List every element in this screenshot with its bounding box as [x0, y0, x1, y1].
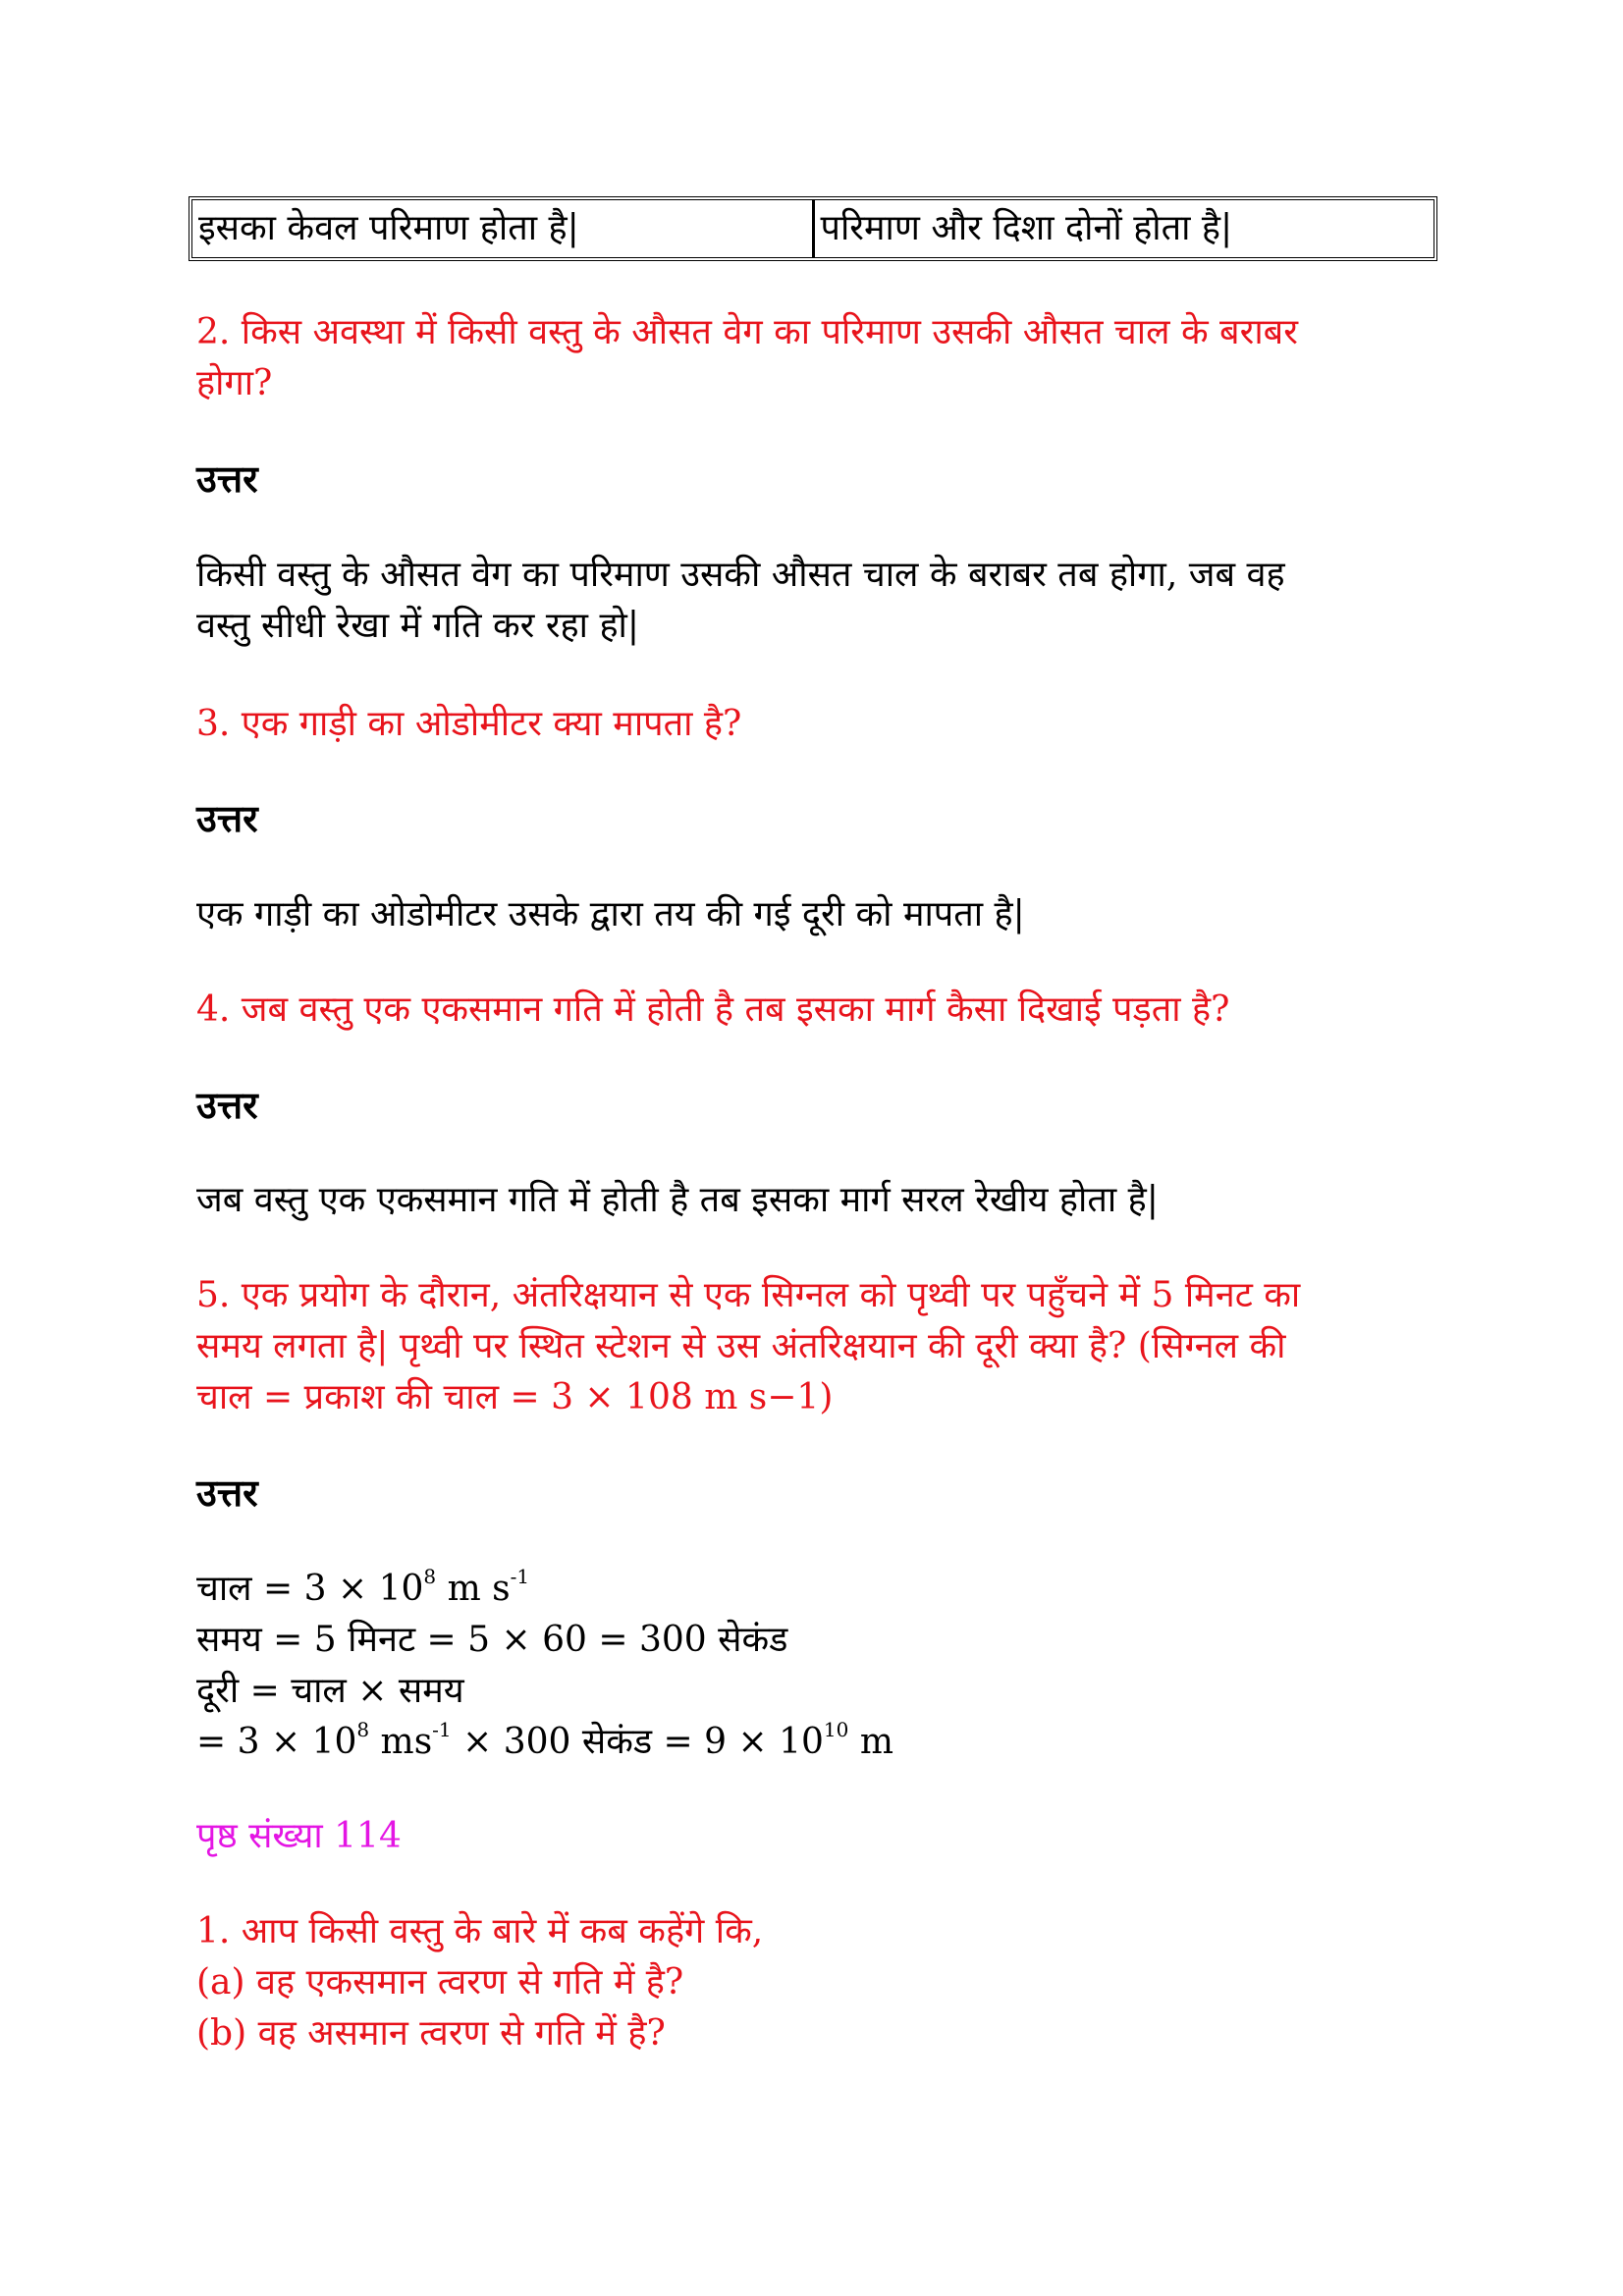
answer-5-time: समय = 5 मिनट = 5 × 60 = 300 सेकंड: [196, 1620, 788, 1660]
question-6-part-b: (b) वह असमान त्वरण से गति में है?: [196, 2013, 666, 2054]
answer-2: [196, 550, 1453, 652]
question-5-line-1: 5. एक प्रयोग के दौरान, अंतरिक्षयान से एक सिग्नल को पृथ्वी पर पहुँचने में 5 मिनट का: [196, 1275, 1301, 1315]
question-2: [196, 307, 1453, 409]
answer-5-distance-formula: दूरी = चाल × समय: [196, 1671, 464, 1711]
answer-heading-3: उत्तर: [196, 796, 258, 840]
question-6: [196, 1906, 1453, 2059]
answer-heading-2: उत्तर: [196, 456, 258, 501]
question-5-line-2: समय लगता है| पृथ्वी पर स्थित स्टेशन से उस अंतरिक्षयान की दूरी क्या है? (सिग्नल की: [196, 1326, 1286, 1366]
answer-2-line-2: वस्तु सीधी रेखा में गति कर रहा हो|: [196, 606, 640, 646]
table-cell-left: इसका केवल परिमाण होता है|: [198, 208, 579, 248]
table-cell-right: परिमाण और दिशा दोनों होता है|: [812, 200, 1434, 257]
answer-heading-4: उत्तर: [196, 1083, 258, 1127]
comparison-table-row: [189, 196, 1437, 261]
question-4: 4. जब वस्तु एक एकसमान गति में होती है तब इसका मार्ग कैसा दिखाई पड़ता है?: [196, 989, 1230, 1030]
question-3: 3. एक गाड़ी का ओडोमीटर क्या मापता है?: [196, 704, 742, 744]
answer-heading-5: उत्तर: [196, 1470, 258, 1515]
question-2-line-1: 2. किस अवस्था में किसी वस्तु के औसत वेग का परिमाण उसकी औसत चाल के बराबर: [196, 312, 1298, 352]
question-5-line-3: चाल = प्रकाश की चाल = 3 × 108 m s−1): [196, 1377, 834, 1417]
question-2-line-2: होगा?: [196, 363, 273, 403]
answer-5-speed: चाल = $3 \times 10^8$ m $s^{-1}$: [196, 1565, 530, 1609]
answer-4: जब वस्तु एक एकसमान गति में होती है तब इसका मार्ग सरल रेखीय होता है|: [196, 1180, 1159, 1220]
answer-5-distance-result: = $3 \times 10^8$ $ms^{-1} \times 300$ सेकंड = $9 \times 10^{10}$ m: [196, 1718, 893, 1762]
page-number-label: पृष्ठ संख्या 114: [196, 1816, 402, 1856]
question-5: [196, 1270, 1453, 1423]
answer-5: [196, 1564, 1453, 1768]
answer-3: एक गाड़ी का ओडोमीटर उसके द्वारा तय की गई दूरी को मापता है|: [196, 894, 1025, 934]
answer-2-line-1: किसी वस्तु के औसत वेग का परिमाण उसकी औसत चाल के बराबर तब होगा, जब वह: [196, 555, 1285, 595]
question-6-part-a: (a) वह एकसमान त्वरण से गति में है?: [196, 1962, 684, 2002]
question-6-line-1: 1. आप किसी वस्तु के बारे में कब कहेंगे कि,: [196, 1911, 764, 1951]
